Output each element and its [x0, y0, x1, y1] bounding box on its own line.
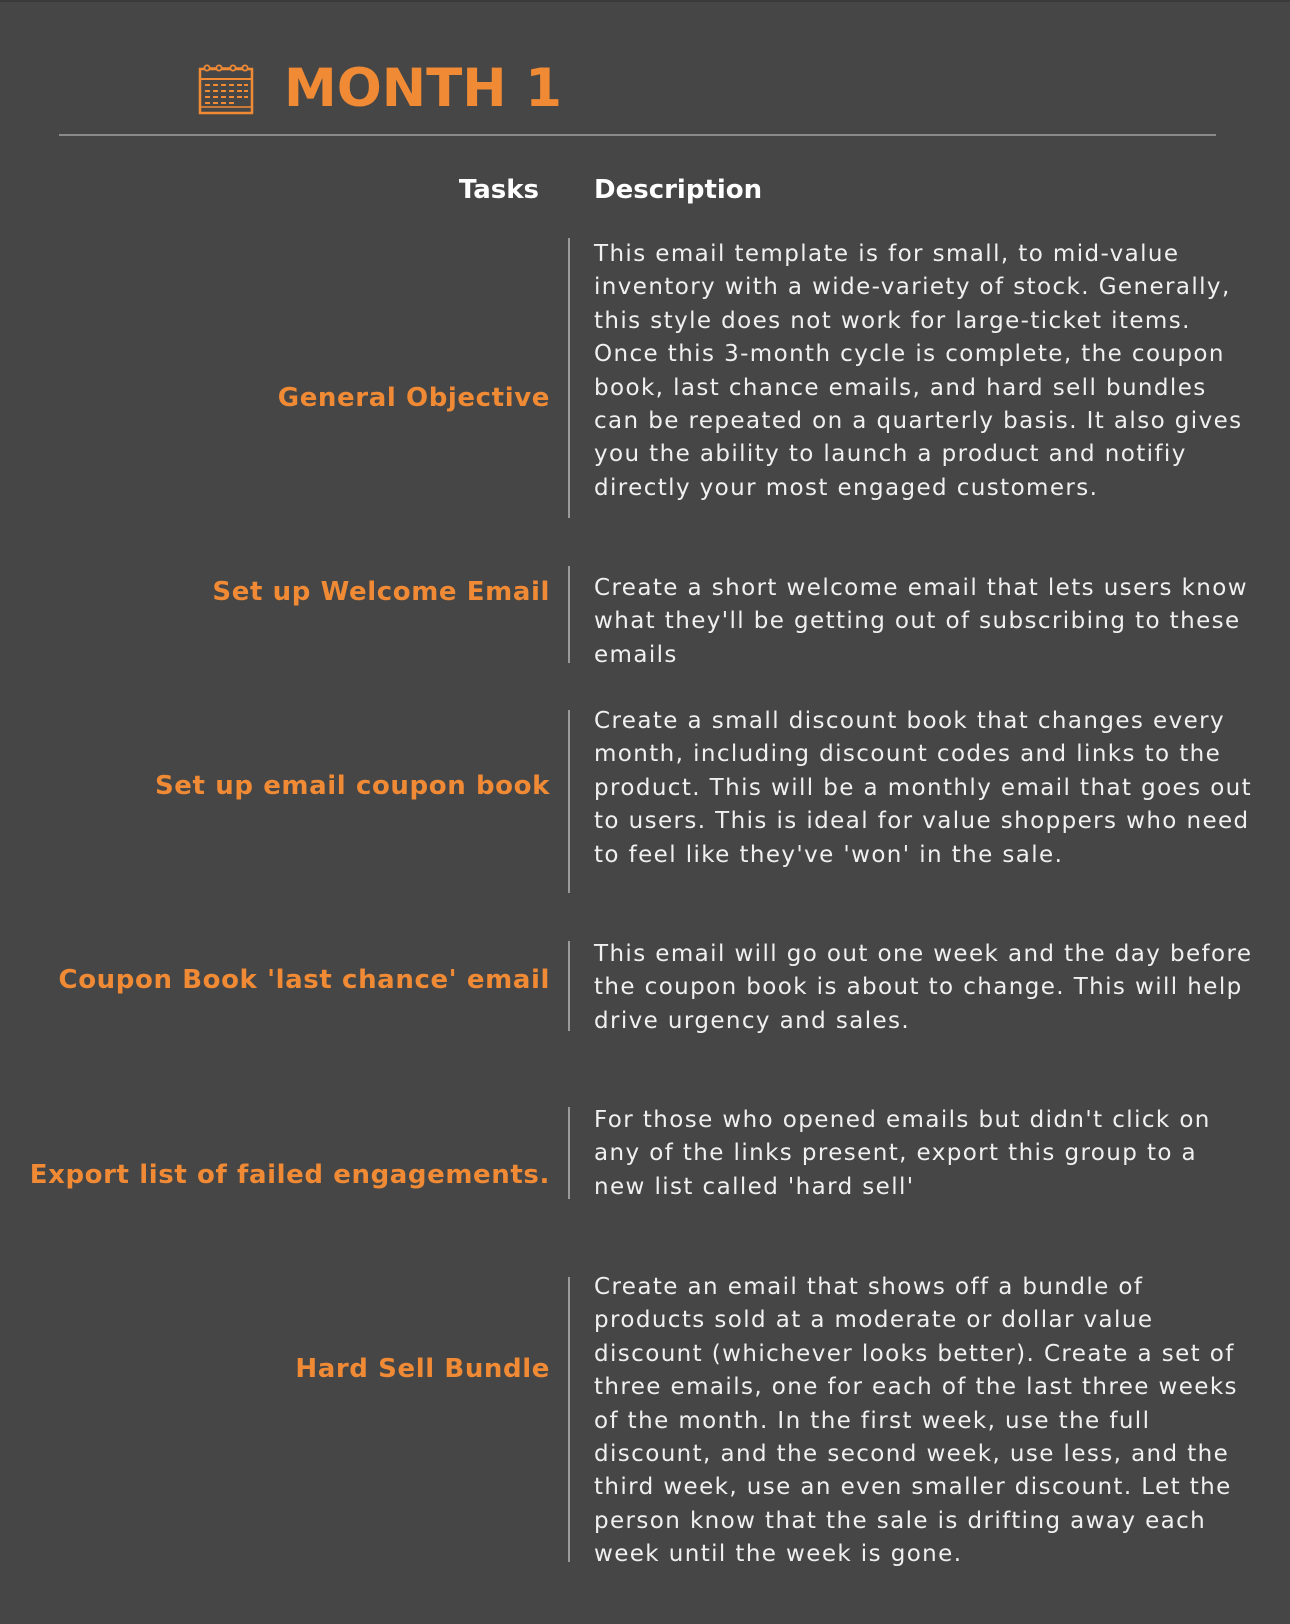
row-divider [568, 1277, 570, 1562]
task-coupon-book: Set up email coupon book [154, 771, 550, 801]
description-general-objective: This email template is for small, to mid-value inventory with a wide-variety of stock. Generally, this style does not work for large-ticket items. Once this 3-month cycle is complete, the coupon book, last chance emails, and hard sell bundles can be repeated on a quarterly basis. It also gives you the ability to launch a product and notifiy directly your most engaged customers. [594, 241, 1243, 501]
row-divider [568, 710, 570, 893]
task-general-objective: General Objective [277, 383, 550, 413]
top-edge [0, 0, 1290, 2]
task-export-failed-engagements: Export list of failed engagements. [29, 1160, 550, 1190]
description-export-failed-engagements: For those who opened emails but didn't click on any of the links present, export this group to a new list called 'hard sell' [594, 1107, 1211, 1200]
page-header [198, 56, 562, 122]
row-divider [568, 1107, 570, 1199]
row-divider [568, 566, 570, 663]
description-last-chance-email: This email will go out one week and the day before the coupon book is about to change. This will help drive urgency and sales. [594, 941, 1253, 1034]
task-last-chance-email: Coupon Book 'last chance' email [58, 965, 550, 995]
row-divider [568, 238, 570, 518]
page-title: MONTH 1 [284, 58, 562, 119]
description-hard-sell-bundle: Create an email that shows off a bundle of products sold at a moderate or dollar value discount (whichever looks better). Create a set of three emails, one for each of the last three weeks of the month. In the first week, use the full discount, and the second week, use less, and the third week, use an even smaller discount. Let the person know that the sale is drifting away each week until the week is gone. [594, 1274, 1238, 1568]
header-divider [59, 134, 1216, 136]
task-welcome-email: Set up Welcome Email [212, 577, 550, 607]
task-hard-sell-bundle: Hard Sell Bundle [295, 1354, 550, 1384]
description-welcome-email: Create a short welcome email that lets users know what they'll be getting out of subscribing to these emails [594, 575, 1248, 668]
tasks-column-header: Tasks [458, 175, 539, 205]
description-column-header: Description [594, 175, 763, 205]
row-divider [568, 941, 570, 1031]
description-coupon-book: Create a small discount book that changes every month, including discount codes and links to the product. This will be a monthly email that goes out to users. This is ideal for value shoppers who need to feel like they've 'won' in the sale. [594, 708, 1253, 868]
calendar-icon [198, 61, 254, 117]
